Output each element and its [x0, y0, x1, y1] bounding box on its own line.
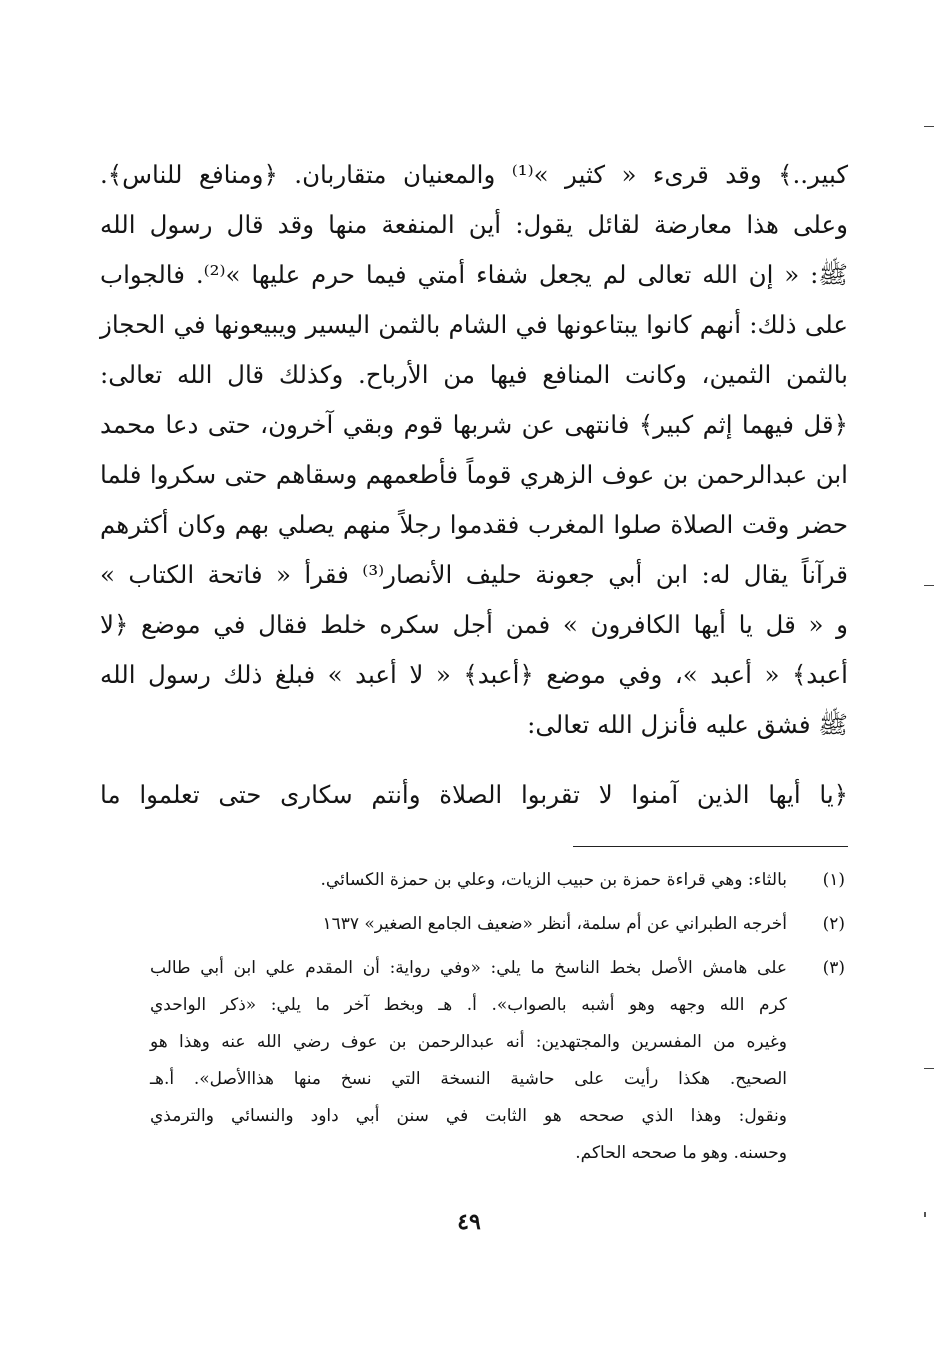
body-line: على ذلك: أنهم كانوا يبتاعونها في الشام بالثمن اليسير ويبيعونها في الحجاز [100, 310, 848, 339]
quran-verse-line: ﴿يا أيها الذين آمنوا لا تقربوا الصلاة وأنتم سكارى حتى تعلموا ما [100, 780, 848, 809]
body-line: أعبد﴾ « أعبد »، وفي موضع ﴿أعبد﴾ « لا أعبد » فبلغ ذلك رسول الله [100, 660, 848, 689]
footnote-line: وغيره من المفسرين والمجتهدين: أنه عبدالرحمن بن عوف رضي الله عنه وهذا هو [150, 1032, 787, 1052]
body-line: كبير..﴾ وقد قرىء « كثير »⁽¹⁾ والمعنيان متقاربان. ﴿ومنافع للناس﴾. [100, 160, 848, 189]
footnote-line: بالثاء: وهي قراءة حمزة بن حبيب الزيات، وعلي بن حمزة الكسائي. [320, 870, 787, 890]
body-line: ﷺ فشق عليه فأنزل الله تعالى: [527, 710, 848, 739]
footnote-line: ونقول: وهذا الذي صححه هو الثابت في سنن أبي داود والنسائي والترمذي [150, 1106, 787, 1126]
margin-tick [924, 126, 934, 127]
margin-tick [924, 585, 934, 586]
body-line: و « قل يا أيها الكافرون » فمن أجل سكره خلط فقال في موضع ﴿لا [100, 610, 848, 639]
margin-tick [924, 1068, 934, 1069]
footnotes [150, 862, 845, 1179]
margin-tick [924, 1212, 926, 1217]
footnote-line: وحسنه. وهو ما صححه الحاكم. [575, 1143, 787, 1163]
footnote-marker: (٣) [822, 958, 845, 978]
footnote-3 [150, 950, 845, 1172]
footnote-line: الصحيح. هكذا رأيت على حاشية النسخة التي نسخ منها هذاالأصل». أ.هـ [150, 1069, 787, 1089]
footnote-line: على هامش الأصل بخط الناسخ ما يلي: «وفي رواية: أن المقدم علي ابن أبي طالب [150, 958, 787, 978]
footnote-line: كرم الله وجهه وهو أشبه بالصواب». أ. هـ وبخط آخر ما يلي: «ذكر الواحدي [150, 995, 787, 1015]
footnote-2 [150, 906, 845, 943]
footnote-marker: (٢) [822, 914, 845, 934]
body-line: ﴿قل فيهما إثم كبير﴾ فانتهى عن شربها قوم وبقي آخرون، حتى دعا محمد [100, 410, 848, 439]
body-line: ابن عبدالرحمن بن عوف الزهري قوماً فأطعمهم وسقاهم حتى سكروا فلما [100, 460, 848, 489]
body-line: قرآناً يقال له: ابن أبي جعونة حليف الأنصار⁽³⁾ فقرأ « فاتحة الكتاب » [100, 560, 848, 589]
footnote-line: أخرجه الطبراني عن أم سلمة، أنظر «ضعيف الجامع الصغير» ١٦٣٧ [322, 914, 787, 934]
page-number: ٤٩ [457, 1209, 481, 1235]
body-line: بالثمن الثمين، وكانت المنافع فيها من الأرباح. وكذلك قال الله تعالى: [100, 360, 848, 389]
footnote-1 [150, 862, 845, 899]
footnote-separator [573, 846, 848, 847]
body-line: حضر وقت الصلاة صلوا المغرب فقدموا رجلاً منهم يصلي بهم وكان أكثرهم [100, 510, 848, 539]
footnote-marker: (١) [822, 870, 845, 890]
body-line: وعلى هذا معارضة لقائل يقول: أين المنفعة منها وقد قال رسول الله [100, 210, 848, 239]
body-text [100, 150, 848, 750]
body-line: ﷺ: « إن الله تعالى لم يجعل شفاء أمتي فيما حرم عليها »⁽²⁾. فالجواب [100, 260, 849, 289]
